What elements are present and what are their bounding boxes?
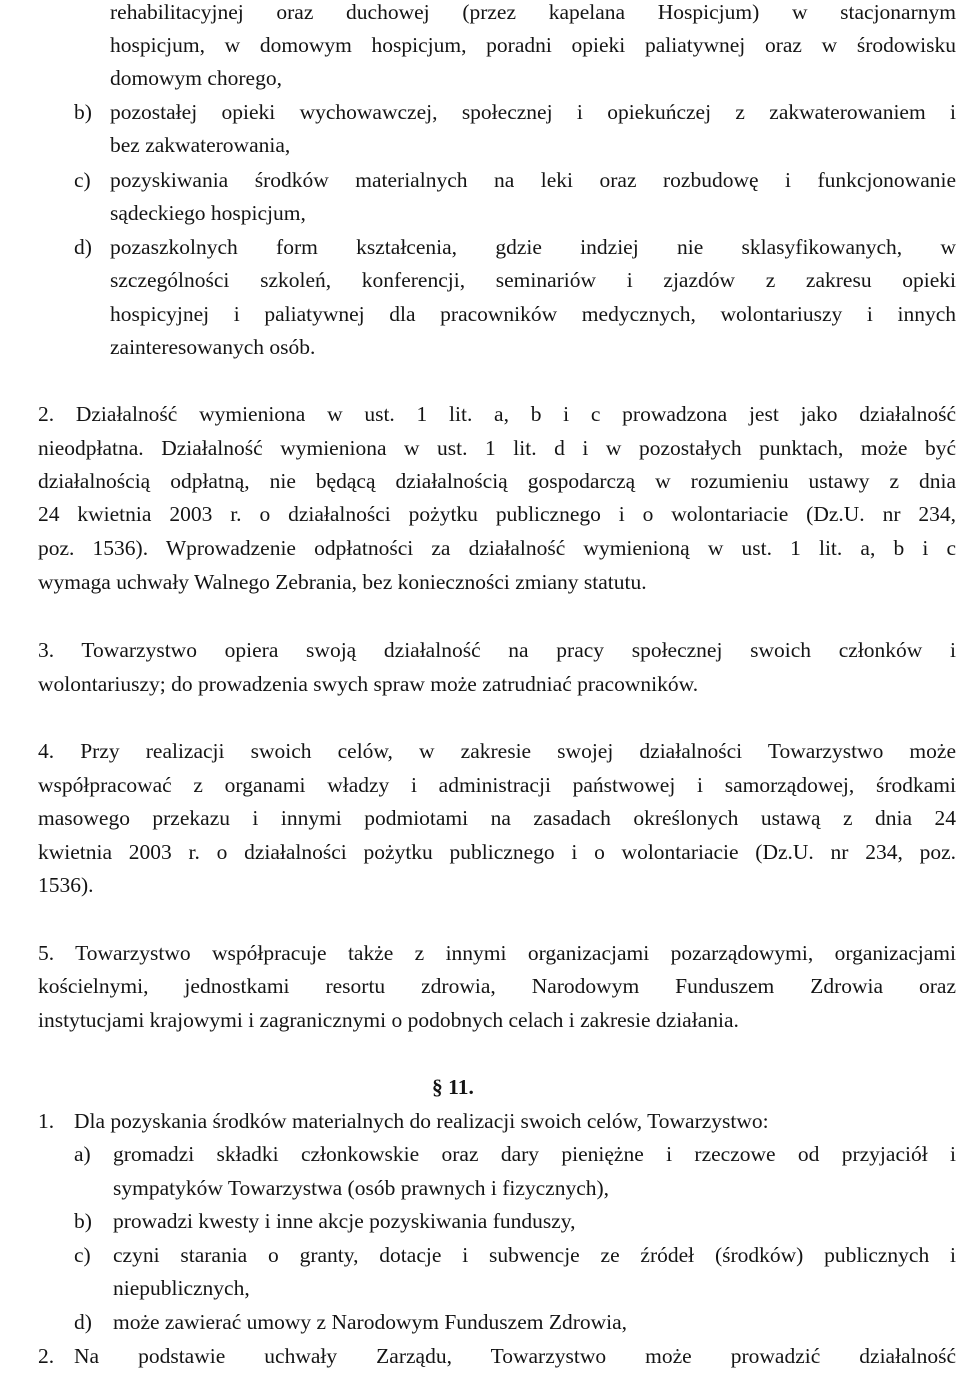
text-line: hospicjum, w domowym hospicjum, poradni opieki paliatywnej oraz w środowisku <box>110 33 956 57</box>
text-line: pozostałej opieki wychowawczej, społecznej i opiekuńczej z zakwaterowaniem i <box>110 100 956 124</box>
text-line: niepublicznych, <box>113 1276 250 1300</box>
list-marker: 2. <box>38 1344 55 1368</box>
paragraph-3-line: wolontariuszy; do prowadzenia swych spraw może zatrudniać pracowników. <box>38 672 699 696</box>
paragraph-5-line: 5. Towarzystwo współpracuje także z innymi organizacjami pozarządowymi, organizacjami <box>38 941 956 965</box>
list-marker: d) <box>74 235 92 259</box>
paragraph-2-line: 2. Działalność wymieniona w ust. 1 lit. a, b i c prowadzona jest jako działalność <box>38 402 956 426</box>
text-line: zainteresowanych osób. <box>110 335 316 359</box>
text-line: sądeckiego hospicjum, <box>110 201 306 225</box>
paragraph-4-line: 1536). <box>38 873 94 897</box>
text-line: hospicyjnej i paliatywnej dla pracowników medycznych, wolontariuszy i innych <box>110 302 956 326</box>
paragraph-2-line: 24 kwietnia 2003 r. o działalności pożytku publicznego i o wolontariacie (Dz.U. nr 234, <box>38 502 956 526</box>
paragraph-4-line: 4. Przy realizacji swoich celów, w zakresie swojej działalności Towarzystwo może <box>38 739 956 763</box>
paragraph-2-line: poz. 1536). Wprowadzenie odpłatności za działalność wymienioną w ust. 1 lit. a, b i c <box>38 536 956 560</box>
paragraph-5-line: instytucjami krajowymi i zagranicznymi o podobnych celach i zakresie działania. <box>38 1008 739 1032</box>
text-line: domowym chorego, <box>110 66 282 90</box>
list-marker: 1. <box>38 1109 55 1133</box>
paragraph-4-line: masowego przekazu i innymi podmiotami na zasadach określonych ustawą z dnia 24 <box>38 806 956 830</box>
list-marker: c) <box>74 1243 91 1267</box>
paragraph-4-line: współpracować z organami władzy i administracji państwowej i samorządowej, środkami <box>38 773 956 797</box>
text-line: może zawierać umowy z Narodowym Funduszem Zdrowia, <box>113 1310 628 1334</box>
text-line: rehabilitacyjnej oraz duchowej (przez kapelana Hospicjum) w stacjonarnym <box>110 0 956 24</box>
paragraph-5-line: kościelnymi, jednostkami resortu zdrowia, Narodowym Funduszem Zdrowia oraz <box>38 974 956 998</box>
text-line: szczególności szkoleń, konferencji, seminariów i zjazdów z zakresu opieki <box>110 268 956 292</box>
paragraph-2-line: działalnością odpłatną, nie będącą działalnością gospodarczą w rozumieniu ustawy z dnia <box>38 469 956 493</box>
list-marker: c) <box>74 168 91 192</box>
text-line: czyni starania o granty, dotacje i subwencje ze źródeł (środków) publicznych i <box>113 1243 956 1267</box>
paragraph-4-line: kwietnia 2003 r. o działalności pożytku publicznego i o wolontariacie (Dz.U. nr 234, poz. <box>38 840 956 864</box>
text-line: pozyskiwania środków materialnych na leki oraz rozbudowę i funkcjonowanie <box>110 168 956 192</box>
list-marker: a) <box>74 1142 91 1166</box>
text-line: Na podstawie uchwały Zarządu, Towarzystwo może prowadzić działalność <box>74 1344 956 1368</box>
text-line: gromadzi składki członkowskie oraz dary pieniężne i rzeczowe od przyjaciół i <box>113 1142 956 1166</box>
text-line: pozaszkolnych form kształcenia, gdzie indziej nie sklasyfikowanych, w <box>110 235 956 259</box>
text-line: prowadzi kwesty i inne akcje pozyskiwania funduszy, <box>113 1209 576 1233</box>
paragraph-3-line: 3. Towarzystwo opiera swoją działalność na pracy społecznej swoich członków i <box>38 638 956 662</box>
text-line: Dla pozyskania środków materialnych do realizacji swoich celów, Towarzystwo: <box>74 1109 769 1133</box>
text-line: sympatyków Towarzystwa (osób prawnych i fizycznych), <box>113 1176 610 1200</box>
paragraph-2-line: wymaga uchwały Walnego Zebrania, bez konieczności zmiany statutu. <box>38 570 647 594</box>
list-marker: d) <box>74 1310 92 1334</box>
paragraph-2-line: nieodpłatna. Działalność wymieniona w ust. 1 lit. d i w pozostałych punktach, może być <box>38 436 956 460</box>
section-heading: § 11. <box>432 1075 474 1099</box>
list-marker: b) <box>74 100 92 124</box>
text-line: bez zakwaterowania, <box>110 133 291 157</box>
list-marker: b) <box>74 1209 92 1233</box>
